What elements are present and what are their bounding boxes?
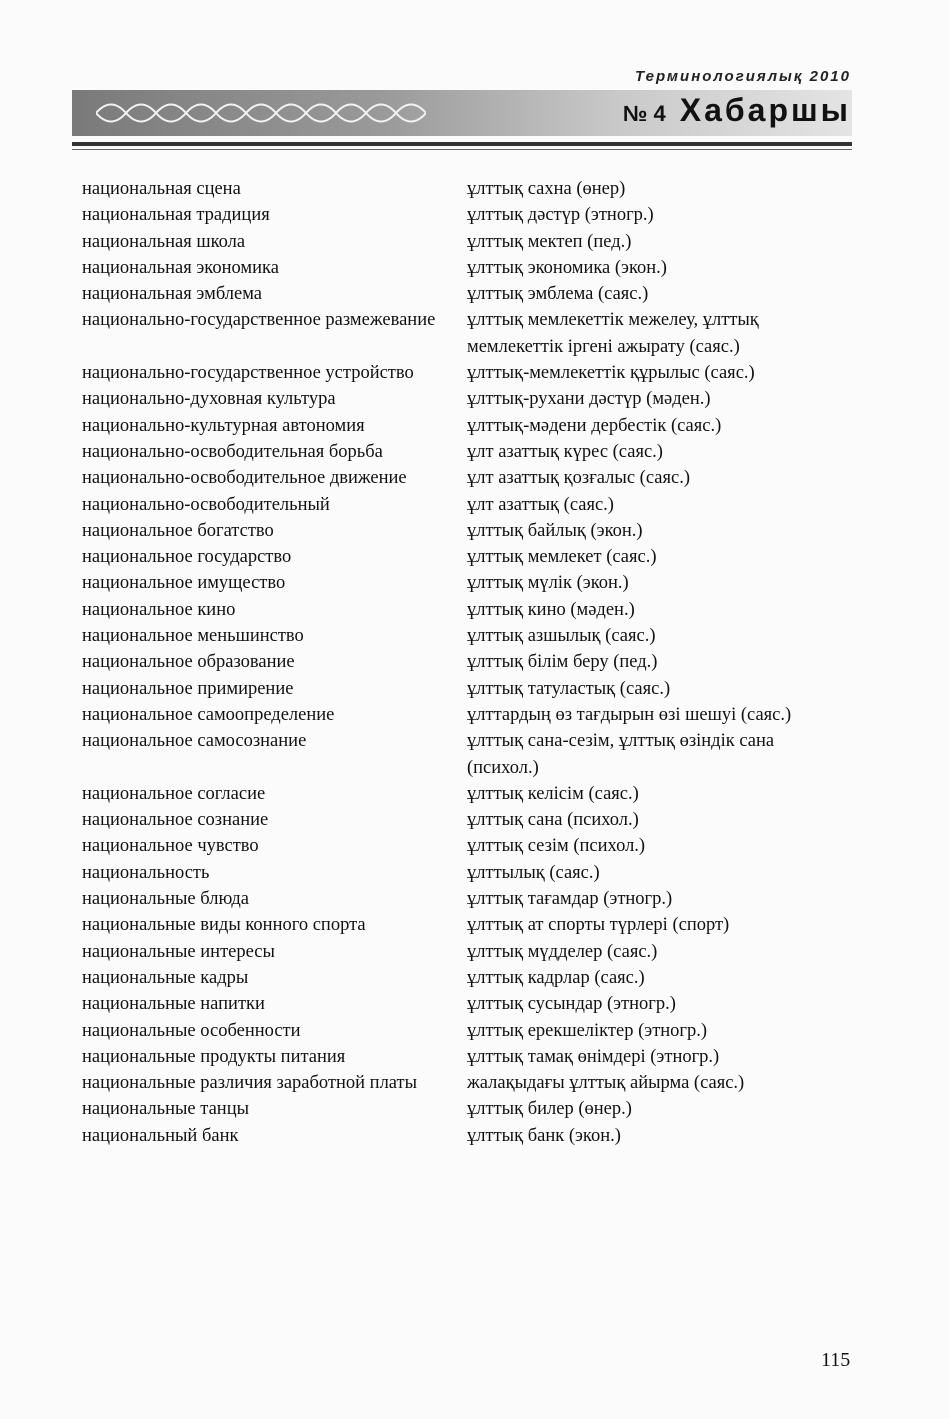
russian-term: национальное образование: [82, 652, 295, 673]
russian-term: национальное самоопределение: [82, 704, 335, 725]
russian-term: национальная традиция: [82, 205, 270, 226]
glossary-entry: [82, 202, 842, 228]
kazakh-term: ұлттық эмблема (саяс.): [467, 284, 649, 305]
kazakh-term: ұлттық мемлекеттік межелеу, ұлттық мемлекеттік іргені ажырату (саяс.): [467, 310, 759, 357]
russian-term: национальное сознание: [82, 810, 269, 831]
russian-term: национальное имущество: [82, 573, 286, 594]
page-number: 115: [821, 1349, 851, 1371]
glossary-entry: [82, 833, 842, 859]
glossary-entry: [82, 176, 842, 202]
kazakh-term: ұлттық-мәдени дербестік (саяс.): [467, 415, 722, 436]
glossary-entry: [82, 229, 842, 255]
glossary-entry: [82, 623, 842, 649]
glossary-entry: [82, 570, 842, 596]
glossary-entry: [82, 886, 842, 912]
kazakh-term: жалақыдағы ұлттық айырма (саяс.): [467, 1073, 745, 1094]
glossary-entry: [82, 281, 842, 307]
russian-term: национальная школа: [82, 231, 246, 252]
kazakh-term: ұлттық-рухани дәстүр (мәден.): [467, 389, 711, 410]
russian-term: национальное согласие: [82, 783, 266, 804]
kazakh-term: ұлттық сана-сезім, ұлттық өзіндік сана (психол.): [467, 731, 775, 778]
kazakh-term: ұлттық сезім (психол.): [467, 836, 646, 857]
glossary-list: [82, 176, 842, 1149]
glossary-entry: [82, 1070, 842, 1096]
ornament-icon: [96, 96, 426, 130]
issue-number: № 4: [622, 101, 666, 126]
glossary-entry: [82, 649, 842, 675]
issue-label: [623, 92, 851, 129]
glossary-entry: [82, 518, 842, 544]
russian-term: национальные интересы: [82, 941, 275, 962]
glossary-entry: [82, 307, 842, 360]
kazakh-term: ұлттық ат спорты түрлері (спорт): [467, 915, 730, 936]
kazakh-term: ұлттық тағамдар (этногр.): [467, 889, 673, 910]
kazakh-term: ұлт азаттық күрес (саяс.): [467, 441, 663, 462]
glossary-entry: [82, 781, 842, 807]
header-rule: [72, 142, 852, 146]
kazakh-term: ұлттық-мемлекеттік құрылыс (саяс.): [467, 363, 755, 384]
glossary-entry: [82, 807, 842, 833]
kazakh-term: ұлттық сахна (өнер): [467, 179, 626, 199]
glossary-entry: [82, 676, 842, 702]
russian-term: национальное самосознание: [82, 731, 307, 752]
russian-term: национальные виды конного спорта: [82, 915, 366, 936]
russian-term: национальное богатство: [82, 520, 274, 541]
russian-term: национальные продукты питания: [82, 1046, 346, 1067]
glossary-entry: [82, 965, 842, 991]
glossary-entry: [82, 544, 842, 570]
kazakh-term: ұлт азаттық (саяс.): [467, 494, 614, 515]
russian-term: национальность: [82, 862, 210, 883]
kazakh-term: ұлттық банк (экон.): [467, 1125, 621, 1146]
russian-term: национальные особенности: [82, 1020, 301, 1041]
russian-term: национальная эмблема: [82, 284, 263, 305]
glossary-entry: [82, 255, 842, 281]
russian-term: национальные блюда: [82, 889, 249, 910]
russian-term: национально-освободительная борьба: [82, 441, 383, 462]
kazakh-term: ұлттық мүлік (экон.): [467, 573, 629, 594]
glossary-entry: [82, 939, 842, 965]
russian-term: национальные различия заработной платы: [82, 1073, 418, 1094]
russian-term: национальные танцы: [82, 1099, 250, 1120]
russian-term: национальное чувство: [82, 836, 259, 857]
russian-term: национальная экономика: [82, 257, 279, 278]
russian-term: национальное кино: [82, 599, 236, 620]
kazakh-term: ұлттық ерекшеліктер (этногр.): [467, 1020, 708, 1041]
kazakh-term: ұлттық сана (психол.): [467, 810, 639, 831]
glossary-entry: [82, 991, 842, 1017]
kazakh-term: ұлт азаттық қозғалыс (саяс.): [467, 468, 690, 489]
kazakh-term: ұлттық татуластық (саяс.): [467, 678, 671, 699]
glossary-entry: [82, 597, 842, 623]
russian-term: национальный банк: [82, 1125, 239, 1146]
glossary-entry: [82, 1044, 842, 1070]
russian-term: национально-духовная культура: [82, 389, 336, 410]
kazakh-term: ұлттық білім беру (пед.): [467, 652, 658, 673]
russian-term: национальное меньшинство: [82, 626, 304, 647]
glossary-entry: [82, 439, 842, 465]
kazakh-term: ұлттылық (саяс.): [467, 862, 600, 883]
glossary-entry: [82, 360, 842, 386]
russian-term: национальное государство: [82, 547, 292, 568]
kazakh-term: ұлттық мемлекет (саяс.): [467, 547, 657, 568]
kazakh-term: ұлттық билер (өнер.): [467, 1099, 632, 1120]
kazakh-term: ұлттық азшылық (саяс.): [467, 626, 656, 647]
kazakh-term: ұлттық келісім (саяс.): [467, 783, 639, 804]
kazakh-term: ұлттық байлық (экон.): [467, 520, 643, 541]
glossary-entry: [82, 728, 842, 781]
russian-term: национально-государственное размежевание: [82, 310, 436, 331]
glossary-entry: [82, 492, 842, 518]
kazakh-term: ұлттық кадрлар (саяс.): [467, 967, 645, 988]
kazakh-term: ұлттардың өз тағдырын өзі шешуі (саяс.): [467, 704, 792, 725]
glossary-entry: [82, 912, 842, 938]
russian-term: национально-государственное устройство: [82, 363, 414, 384]
russian-term: национально-освободительное движение: [82, 468, 407, 489]
journal-title: Терминологиялық 2010: [635, 68, 851, 85]
issue-name: Хабаршы: [679, 92, 851, 128]
glossary-entry: [82, 702, 842, 728]
russian-term: национальные кадры: [82, 967, 249, 988]
glossary-entry: [82, 413, 842, 439]
russian-term: национально-культурная автономия: [82, 415, 365, 436]
kazakh-term: ұлттық экономика (экон.): [467, 257, 667, 278]
russian-term: национальные напитки: [82, 994, 265, 1015]
kazakh-term: ұлттық дәстүр (этногр.): [467, 205, 654, 226]
glossary-entry: [82, 1096, 842, 1122]
russian-term: национально-освободительный: [82, 494, 330, 515]
glossary-entry: [82, 1018, 842, 1044]
kazakh-term: ұлттық мүдделер (саяс.): [467, 941, 658, 962]
russian-term: национальное примирение: [82, 678, 294, 699]
glossary-entry: [82, 386, 842, 412]
russian-term: национальная сцена: [82, 179, 241, 199]
glossary-entry: [82, 1123, 842, 1149]
kazakh-term: ұлттық кино (мәден.): [467, 599, 635, 620]
header-rule-thin: [72, 149, 852, 150]
kazakh-term: ұлттық тамақ өнімдері (этногр.): [467, 1046, 720, 1067]
kazakh-term: ұлттық сусындар (этногр.): [467, 994, 676, 1015]
kazakh-term: ұлттық мектеп (пед.): [467, 231, 632, 252]
glossary-entry: [82, 465, 842, 491]
glossary-entry: [82, 860, 842, 886]
